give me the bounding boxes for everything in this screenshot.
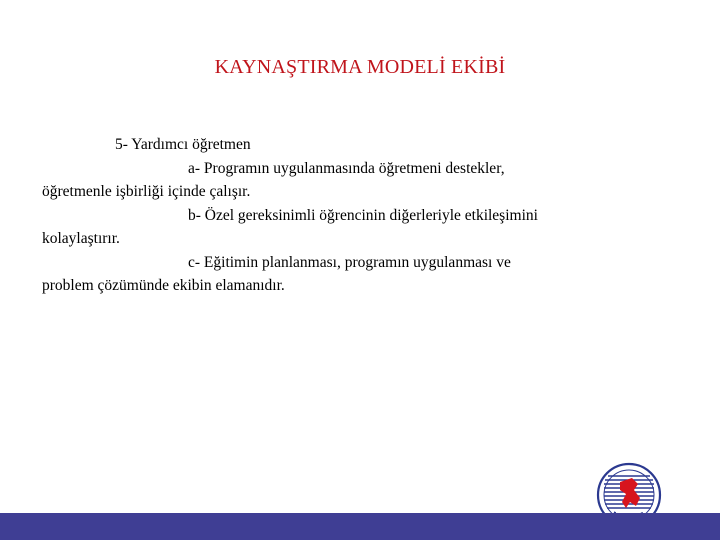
list-item-c: c- Eğitimin planlanması, programın uygulanması ve <box>188 253 511 271</box>
list-item-heading: 5- Yardımcı öğretmen <box>115 136 251 153</box>
list-item-b: b- Özel gereksinimli öğrencinin diğerleriyle etkileşimini <box>188 206 538 224</box>
list-item-c-continued: problem çözümünde ekibin elamanıdır. <box>42 277 285 294</box>
list-item-b-continued: kolaylaştırır. <box>42 230 120 247</box>
slide-title: KAYNAŞTIRMA MODELİ EKİBİ <box>214 56 506 78</box>
list-item-a: a- Programın uygulanmasında öğretmeni destekler, <box>188 159 505 177</box>
list-item-a-continued: öğretmenle işbirliği içinde çalışır. <box>42 183 251 200</box>
footer-bar <box>0 513 720 540</box>
slide-body <box>42 133 662 298</box>
